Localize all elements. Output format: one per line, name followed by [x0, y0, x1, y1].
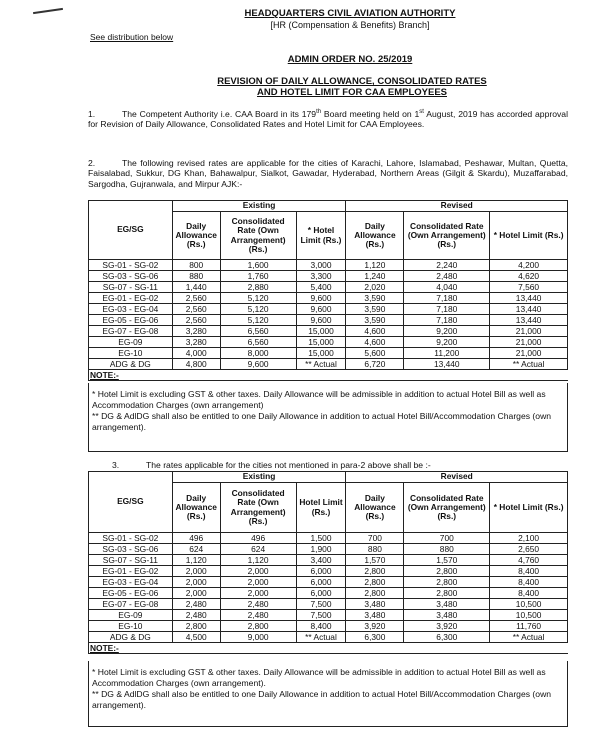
daily-allowance-revised-cell: 1,570 — [346, 555, 404, 566]
consolidated-rate-cell: 5,120 — [220, 304, 296, 315]
pen-mark — [33, 8, 63, 14]
grade-cell: EG-10 — [89, 348, 173, 359]
daily-allowance-cell: 2,560 — [172, 304, 220, 315]
consolidated-rate-cell: 6,560 — [220, 337, 296, 348]
table-row — [89, 326, 568, 337]
consolidated-rate-cell: 2,480 — [220, 610, 296, 621]
consolidated-rate-cell: 6,560 — [220, 326, 296, 337]
table-row — [89, 555, 568, 566]
daily-allowance-cell: 2,000 — [172, 577, 220, 588]
header-consolidated-rate-revised: Consolidated Rate (Own Arrangement) (Rs.) — [404, 483, 490, 533]
hotel-limit-revised-cell: 13,440 — [490, 304, 568, 315]
table-row — [89, 632, 568, 643]
subject-line-1: REVISION OF DAILY ALLOWANCE, CONSOLIDATED RATES — [217, 76, 487, 87]
hotel-limit-cell: 1,500 — [296, 533, 346, 544]
note-dg-entitlement: ** DG & AdlDG shall also be entitled to one Daily Allowance in addition to actual Hotel Bill/Accommodation Charges (own arrangement). — [92, 689, 552, 711]
consolidated-rate-revised-cell: 11,200 — [404, 348, 490, 359]
hotel-limit-cell: 8,400 — [296, 621, 346, 632]
consolidated-rate-cell: 624 — [220, 544, 296, 555]
hotel-limit-revised-cell: 21,000 — [490, 348, 568, 359]
hotel-limit-cell: 15,000 — [296, 326, 346, 337]
note-label: NOTE:- — [89, 370, 568, 381]
hotel-limit-cell: 3,000 — [296, 260, 346, 271]
table-row — [89, 610, 568, 621]
daily-allowance-cell: 1,440 — [172, 282, 220, 293]
daily-allowance-revised-cell: 2,800 — [346, 588, 404, 599]
paragraph-number: 3. — [112, 460, 120, 470]
daily-allowance-cell: 2,560 — [172, 293, 220, 304]
subject-heading — [150, 76, 554, 99]
hotel-limit-cell: 3,300 — [296, 271, 346, 282]
note-hotel-limit: * Hotel Limit is excluding GST & other taxes. Daily Allowance will be admissible in addition to actual Hotel Bill as well as Accommodation Charges (own arrangement). — [92, 667, 546, 688]
daily-allowance-revised-cell: 4,600 — [346, 337, 404, 348]
hotel-limit-cell: 9,600 — [296, 315, 346, 326]
daily-allowance-revised-cell: 2,800 — [346, 577, 404, 588]
consolidated-rate-cell: 5,120 — [220, 315, 296, 326]
hotel-limit-revised-cell: 11,760 — [490, 621, 568, 632]
hotel-limit-cell: 6,000 — [296, 588, 346, 599]
consolidated-rate-revised-cell: 4,040 — [404, 282, 490, 293]
table-row — [89, 293, 568, 304]
hotel-limit-revised-cell: 13,440 — [490, 293, 568, 304]
daily-allowance-revised-cell: 6,720 — [346, 359, 404, 370]
daily-allowance-cell: 3,280 — [172, 326, 220, 337]
consolidated-rate-cell: 2,880 — [220, 282, 296, 293]
order-number: ADMIN ORDER NO. 25/2019 — [287, 54, 413, 65]
consolidated-rate-revised-cell: 3,480 — [404, 610, 490, 621]
table-row — [89, 621, 568, 632]
table-row — [89, 544, 568, 555]
daily-allowance-revised-cell: 2,020 — [346, 282, 404, 293]
hotel-limit-cell: 7,500 — [296, 599, 346, 610]
paragraph-1 — [88, 109, 568, 130]
header-consolidated-rate: Consolidated Rate (Own Arrangement) (Rs.) — [220, 212, 296, 260]
notes-table-1 — [88, 383, 568, 452]
daily-allowance-cell: 4,500 — [172, 632, 220, 643]
notes-table-2 — [88, 661, 568, 727]
header-egsg: EG/SG — [89, 472, 173, 533]
daily-allowance-revised-cell: 3,480 — [346, 599, 404, 610]
consolidated-rate-cell: 9,000 — [220, 632, 296, 643]
hotel-limit-cell: 5,400 — [296, 282, 346, 293]
daily-allowance-cell: 2,000 — [172, 566, 220, 577]
grade-cell: SG-01 - SG-02 — [89, 533, 173, 544]
grade-cell: EG-01 - EG-02 — [89, 293, 173, 304]
rates-table-main-cities — [88, 200, 568, 381]
consolidated-rate-cell: 2,800 — [220, 621, 296, 632]
hotel-limit-revised-cell: 21,000 — [490, 337, 568, 348]
hotel-limit-cell: 1,900 — [296, 544, 346, 555]
hotel-limit-cell: ** Actual — [296, 632, 346, 643]
grade-cell: EG-05 - EG-06 — [89, 588, 173, 599]
grade-cell: SG-03 - SG-06 — [89, 271, 173, 282]
header-hotel-limit: Hotel Limit (Rs.) — [296, 483, 346, 533]
daily-allowance-revised-cell: 1,240 — [346, 271, 404, 282]
daily-allowance-revised-cell: 3,590 — [346, 293, 404, 304]
grade-cell: EG-07 - EG-08 — [89, 326, 173, 337]
daily-allowance-revised-cell: 3,590 — [346, 315, 404, 326]
hotel-limit-revised-cell: 2,100 — [490, 533, 568, 544]
paragraph-text: Board meeting held on 1 — [321, 109, 420, 119]
consolidated-rate-cell: 1,120 — [220, 555, 296, 566]
hotel-limit-revised-cell: 13,440 — [490, 315, 568, 326]
header-daily-allowance: Daily Allowance (Rs.) — [172, 483, 220, 533]
grade-cell: EG-10 — [89, 621, 173, 632]
consolidated-rate-cell: 2,000 — [220, 577, 296, 588]
hotel-limit-cell: ** Actual — [296, 359, 346, 370]
grade-cell: ADG & DG — [89, 359, 173, 370]
grade-cell: SG-03 - SG-06 — [89, 544, 173, 555]
daily-allowance-cell: 496 — [172, 533, 220, 544]
hotel-limit-revised-cell: 8,400 — [490, 566, 568, 577]
superscript: th — [316, 109, 322, 116]
daily-allowance-cell: 4,800 — [172, 359, 220, 370]
consolidated-rate-revised-cell: 2,480 — [404, 271, 490, 282]
consolidated-rate-revised-cell: 2,800 — [404, 566, 490, 577]
grade-cell: EG-03 - EG-04 — [89, 304, 173, 315]
daily-allowance-cell: 2,000 — [172, 588, 220, 599]
header-revised: Revised — [346, 201, 568, 212]
consolidated-rate-revised-cell: 3,480 — [404, 599, 490, 610]
header-daily-allowance-revised: Daily Allowance (Rs.) — [346, 212, 404, 260]
hotel-limit-cell: 15,000 — [296, 337, 346, 348]
table-row — [89, 282, 568, 293]
header-consolidated-rate-revised: Consolidated Rate (Own Arrangement) (Rs.) — [404, 212, 490, 260]
consolidated-rate-revised-cell: 2,240 — [404, 260, 490, 271]
subject-line-2: AND HOTEL LIMIT FOR CAA EMPLOYEES — [256, 87, 447, 99]
note-dg-entitlement: ** DG & AdlDG shall also be entitled to one Daily Allowance in addition to actual Hotel Bill/Accommodation Charges (own arrangement). — [92, 411, 552, 433]
hotel-limit-revised-cell: 21,000 — [490, 326, 568, 337]
hotel-limit-revised-cell: 4,620 — [490, 271, 568, 282]
hotel-limit-revised-cell: 8,400 — [490, 588, 568, 599]
table-row — [89, 348, 568, 359]
paragraph-number: 1. — [88, 109, 96, 119]
header-daily-allowance: Daily Allowance (Rs.) — [172, 212, 220, 260]
paragraph-text: August, 2019 has accorded approval for Revision of Daily Allowance, Consolidated Rates and Hotel Limit for CAA Employees. — [88, 109, 568, 130]
hotel-limit-cell: 7,500 — [296, 610, 346, 621]
header-daily-allowance-revised: Daily Allowance (Rs.) — [346, 483, 404, 533]
table-row — [89, 271, 568, 282]
consolidated-rate-cell: 2,000 — [220, 566, 296, 577]
daily-allowance-cell: 2,480 — [172, 610, 220, 621]
header-hotel-limit-revised: * Hotel Limit (Rs.) — [490, 483, 568, 533]
hotel-limit-cell: 6,000 — [296, 577, 346, 588]
paragraph-text: The rates applicable for the cities not mentioned in para-2 above shall be :- — [146, 460, 431, 470]
consolidated-rate-revised-cell: 9,200 — [404, 326, 490, 337]
consolidated-rate-cell: 2,480 — [220, 599, 296, 610]
paragraph-3 — [112, 460, 572, 470]
superscript: st — [419, 109, 424, 116]
grade-cell: SG-01 - SG-02 — [89, 260, 173, 271]
consolidated-rate-revised-cell: 700 — [404, 533, 490, 544]
table-row — [89, 577, 568, 588]
table-row — [89, 359, 568, 370]
table-row — [89, 599, 568, 610]
grade-cell: SG-07 - SG-11 — [89, 555, 173, 566]
daily-allowance-revised-cell: 5,600 — [346, 348, 404, 359]
table-row — [89, 315, 568, 326]
daily-allowance-cell: 2,480 — [172, 599, 220, 610]
paragraph-text: The following revised rates are applicable for the cities of Karachi, Lahore, Islamabad, Peshawar, Multan, Quetta, Faisalabad, Sukkur, DG Khan, Bahawalpur, Sialkot, Gawadar, Hyderabad, Northern Areas (Gilgit & Skardu), Muzaffarabad, Sargodha, Gujranwala, and Mirpur AJK:- — [88, 158, 568, 189]
daily-allowance-cell: 1,120 — [172, 555, 220, 566]
table-row — [89, 260, 568, 271]
header-egsg: EG/SG — [89, 201, 173, 260]
table-row — [89, 566, 568, 577]
consolidated-rate-revised-cell: 2,800 — [404, 588, 490, 599]
hotel-limit-revised-cell: 4,200 — [490, 260, 568, 271]
letterhead — [200, 9, 500, 30]
hotel-limit-cell: 3,400 — [296, 555, 346, 566]
hotel-limit-revised-cell: 7,560 — [490, 282, 568, 293]
grade-cell: EG-05 - EG-06 — [89, 315, 173, 326]
header-existing: Existing — [172, 472, 346, 483]
consolidated-rate-revised-cell: 7,180 — [404, 315, 490, 326]
daily-allowance-cell: 624 — [172, 544, 220, 555]
table-row — [89, 533, 568, 544]
hotel-limit-cell: 6,000 — [296, 566, 346, 577]
consolidated-rate-cell: 1,760 — [220, 271, 296, 282]
header-existing: Existing — [172, 201, 346, 212]
org-name: HEADQUARTERS CIVIL AVIATION AUTHORITY — [244, 8, 456, 19]
table-row — [89, 304, 568, 315]
consolidated-rate-revised-cell: 13,440 — [404, 359, 490, 370]
note-hotel-limit: * Hotel Limit is excluding GST & other taxes. Daily Allowance will be admissible in addition to actual Hotel Bill as well as Accommodation Charges (own arrangement) — [92, 389, 546, 410]
header-hotel-limit: * Hotel Limit (Rs.) — [296, 212, 346, 260]
consolidated-rate-revised-cell: 7,180 — [404, 293, 490, 304]
daily-allowance-cell: 2,800 — [172, 621, 220, 632]
daily-allowance-cell: 800 — [172, 260, 220, 271]
consolidated-rate-cell: 9,600 — [220, 359, 296, 370]
consolidated-rate-revised-cell: 7,180 — [404, 304, 490, 315]
hotel-limit-cell: 9,600 — [296, 304, 346, 315]
daily-allowance-revised-cell: 3,480 — [346, 610, 404, 621]
branch-name: [HR (Compensation & Benefits) Branch] — [270, 19, 430, 30]
consolidated-rate-revised-cell: 1,570 — [404, 555, 490, 566]
daily-allowance-revised-cell: 1,120 — [346, 260, 404, 271]
daily-allowance-revised-cell: 6,300 — [346, 632, 404, 643]
paragraph-text: The Competent Authority i.e. CAA Board in its 179 — [122, 109, 317, 119]
hotel-limit-revised-cell: ** Actual — [490, 632, 568, 643]
grade-cell: EG-07 - EG-08 — [89, 599, 173, 610]
paragraph-number: 2. — [88, 158, 96, 168]
grade-cell: SG-07 - SG-11 — [89, 282, 173, 293]
paragraph-2 — [88, 158, 568, 189]
rates-table-other-cities — [88, 471, 568, 654]
distribution-note: See distribution below — [90, 32, 174, 42]
consolidated-rate-revised-cell: 9,200 — [404, 337, 490, 348]
header-revised: Revised — [346, 472, 568, 483]
hotel-limit-revised-cell: 10,500 — [490, 610, 568, 621]
daily-allowance-revised-cell: 3,920 — [346, 621, 404, 632]
header-consolidated-rate: Consolidated Rate (Own Arrangement) (Rs.) — [220, 483, 296, 533]
consolidated-rate-revised-cell: 2,800 — [404, 577, 490, 588]
header-hotel-limit-revised: * Hotel Limit (Rs.) — [490, 212, 568, 260]
consolidated-rate-cell: 1,600 — [220, 260, 296, 271]
daily-allowance-revised-cell: 880 — [346, 544, 404, 555]
grade-cell: EG-01 - EG-02 — [89, 566, 173, 577]
daily-allowance-revised-cell: 4,600 — [346, 326, 404, 337]
table-row — [89, 588, 568, 599]
table-row — [89, 337, 568, 348]
consolidated-rate-revised-cell: 880 — [404, 544, 490, 555]
hotel-limit-revised-cell: 8,400 — [490, 577, 568, 588]
grade-cell: EG-03 - EG-04 — [89, 577, 173, 588]
daily-allowance-revised-cell: 3,590 — [346, 304, 404, 315]
consolidated-rate-cell: 496 — [220, 533, 296, 544]
hotel-limit-cell: 15,000 — [296, 348, 346, 359]
hotel-limit-revised-cell: 4,760 — [490, 555, 568, 566]
hotel-limit-cell: 9,600 — [296, 293, 346, 304]
daily-allowance-cell: 3,280 — [172, 337, 220, 348]
hotel-limit-revised-cell: 2,650 — [490, 544, 568, 555]
hotel-limit-revised-cell: 10,500 — [490, 599, 568, 610]
consolidated-rate-cell: 8,000 — [220, 348, 296, 359]
consolidated-rate-cell: 5,120 — [220, 293, 296, 304]
grade-cell: EG-09 — [89, 337, 173, 348]
daily-allowance-cell: 4,000 — [172, 348, 220, 359]
grade-cell: ADG & DG — [89, 632, 173, 643]
daily-allowance-cell: 880 — [172, 271, 220, 282]
hotel-limit-revised-cell: ** Actual — [490, 359, 568, 370]
daily-allowance-revised-cell: 700 — [346, 533, 404, 544]
grade-cell: EG-09 — [89, 610, 173, 621]
daily-allowance-cell: 2,560 — [172, 315, 220, 326]
daily-allowance-revised-cell: 2,800 — [346, 566, 404, 577]
note-label: NOTE:- — [89, 643, 568, 654]
consolidated-rate-revised-cell: 3,920 — [404, 621, 490, 632]
consolidated-rate-cell: 2,000 — [220, 588, 296, 599]
consolidated-rate-revised-cell: 6,300 — [404, 632, 490, 643]
